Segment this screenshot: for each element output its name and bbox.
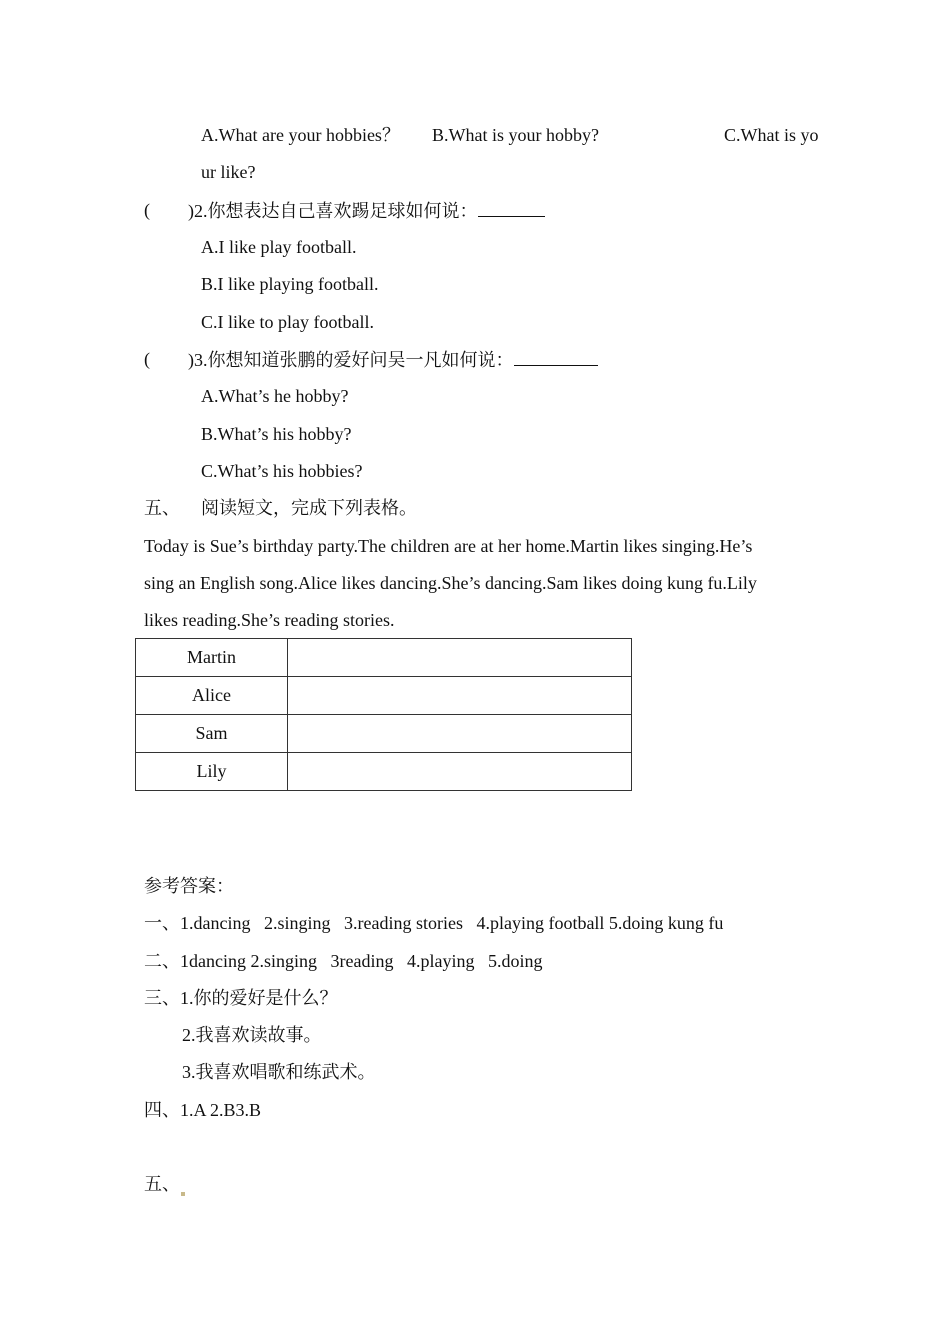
table-cell-answer[interactable] [288,677,632,715]
q2-option-a: A.I like play football. [201,237,357,257]
q1-option-a: A.What are your hobbies？ [201,125,400,145]
q2-answer-blank [478,198,545,217]
table-cell-answer[interactable] [288,715,632,753]
q3-option-a: A.What’s he hobby? [201,386,349,406]
passage-line-2: sing an English song.Alice likes dancing.She’s dancing.Sam likes doing kung fu.Lily [144,573,757,593]
answers-line-6: 四、1.A 2.B3.B [144,1100,262,1120]
table-cell-answer[interactable] [288,639,632,677]
table-row [136,677,632,715]
marker-dot-icon [181,1192,185,1196]
table-cell-name: Alice [136,677,288,715]
answers-line-4: 2.我喜欢读故事。 [182,1025,322,1045]
answers-line-7-text: 五、 [144,1174,180,1194]
q1-option-c-continued: ur like? [201,162,256,182]
table-cell-name: Martin [136,639,288,677]
table-cell-name: Sam [136,715,288,753]
q3-option-b: B.What’s his hobby? [201,424,352,444]
q3-answer-blank [514,347,598,366]
q1-option-b: B.What is your hobby? [432,125,599,145]
answers-line-3: 三、1.你的爱好是什么？ [144,988,338,1008]
answers-line-1: 一、1.dancing 2.singing 3.reading stories 4.playing football 5.doing kung fu [144,913,724,933]
q3-option-c: C.What’s his hobbies? [201,461,363,481]
q2-question [188,198,545,223]
q3-question-text: )3.你想知道张鹏的爱好问吴一凡如何说： [188,350,514,370]
table-row [136,639,632,677]
section5-heading-text: 阅读短文，完成下列表格。 [201,498,417,518]
table-row [136,753,632,791]
q1-option-c: C.What is yo [724,125,819,145]
answers-title: 参考答案： [144,876,234,896]
table-row [136,715,632,753]
q3-question [188,347,598,372]
table-cell-answer[interactable] [288,753,632,791]
q2-option-b: B.I like playing football. [201,274,379,294]
table-cell-name: Lily [136,753,288,791]
section5-heading-num: 五、 [144,498,180,518]
q2-option-c: C.I like to play football. [201,312,374,332]
answers-line-5: 3.我喜欢唱歌和练武术。 [182,1062,376,1082]
q2-question-text: )2.你想表达自己喜欢踢足球如何说： [188,201,478,221]
answers-line-2: 二、1dancing 2.singing 3reading 4.playing 5.doing [144,951,543,971]
passage-line-1: Today is Sue’s birthday party.The children are at her home.Martin likes singing.He’s [144,536,753,556]
answers-line-7 [144,1172,186,1196]
passage-line-3: likes reading.She’s reading stories. [144,610,395,630]
q2-paren: ( [144,200,150,220]
q3-paren: ( [144,349,150,369]
hobby-table [135,638,632,791]
